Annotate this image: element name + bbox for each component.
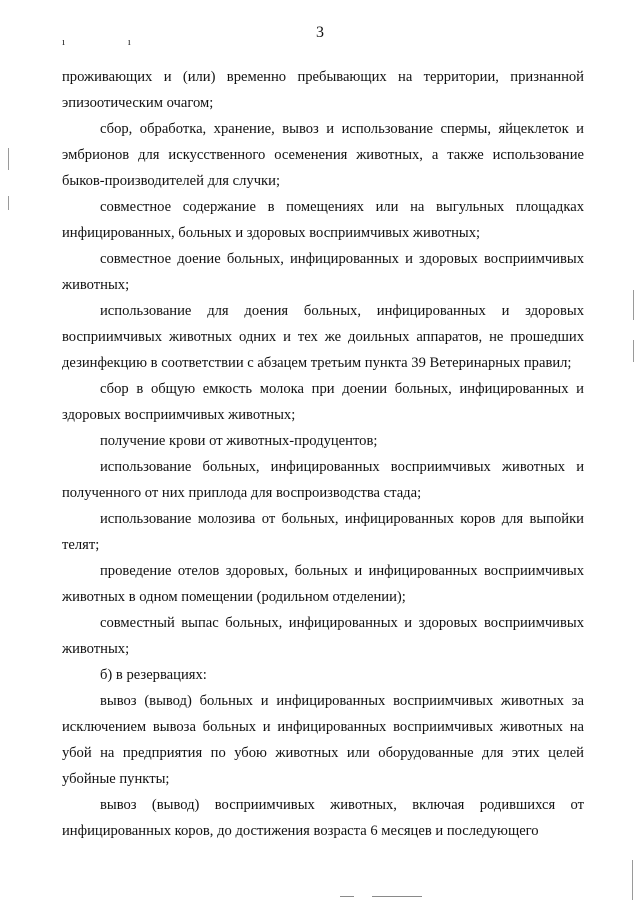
scan-marks: ı ı bbox=[62, 36, 161, 48]
paragraph: сбор в общую емкость молока при доении больных, инфицированных и здоровых восприимчивых животных; bbox=[62, 381, 584, 423]
bottom-edge-mark bbox=[372, 896, 422, 897]
bottom-edge-mark bbox=[340, 896, 354, 897]
document-body bbox=[62, 64, 584, 844]
left-edge-mark bbox=[8, 148, 9, 170]
paragraph: вывоз (вывод) восприимчивых животных, включая родившихся от инфицированных коров, до достижения возраста 6 месяцев и последующего bbox=[62, 797, 584, 839]
paragraph: использование для доения больных, инфицированных и здоровых восприимчивых животных одних и тех же доильных аппаратов, не прошедших дезинфекцию в соответствии с абзацем третьим пункта 39 Ветеринарных правил; bbox=[62, 303, 584, 371]
page-number: 3 bbox=[316, 24, 324, 41]
paragraph: совместное содержание в помещениях или на выгульных площадках инфицированных, больных и здоровых восприимчивых животных; bbox=[62, 199, 584, 241]
paragraph: проживающих и (или) временно пребывающих на территории, признанной эпизоотическим очагом; bbox=[62, 69, 584, 111]
paragraph: использование больных, инфицированных восприимчивых животных и полученного от них приплода для воспроизводства стада; bbox=[62, 459, 584, 501]
paragraph: совместный выпас больных, инфицированных и здоровых восприимчивых животных; bbox=[62, 615, 584, 657]
paragraph: вывоз (вывод) больных и инфицированных восприимчивых животных за исключением вывоза больных и инфицированных восприимчивых животных на убой на предприятия по убою животных или оборудованные для этих целей убойные пункты; bbox=[62, 693, 584, 787]
right-bottom-mark bbox=[632, 860, 633, 900]
paragraph: б) в резервациях: bbox=[100, 667, 207, 683]
paragraph: получение крови от животных-продуцентов; bbox=[100, 433, 378, 449]
paragraph: сбор, обработка, хранение, вывоз и использование спермы, яйцеклеток и эмбрионов для искусственного осеменения животных, а также использование быков-производителей для случки; bbox=[62, 121, 584, 189]
right-edge-mark bbox=[633, 290, 634, 320]
paragraph: совместное доение больных, инфицированных и здоровых восприимчивых животных; bbox=[62, 251, 584, 293]
paragraph: использование молозива от больных, инфицированных коров для выпойки телят; bbox=[62, 511, 584, 553]
paragraph: проведение отелов здоровых, больных и инфицированных восприимчивых животных в одном помещении (родильном отделении); bbox=[62, 563, 584, 605]
right-edge-mark bbox=[633, 340, 634, 362]
left-edge-mark bbox=[8, 196, 9, 210]
